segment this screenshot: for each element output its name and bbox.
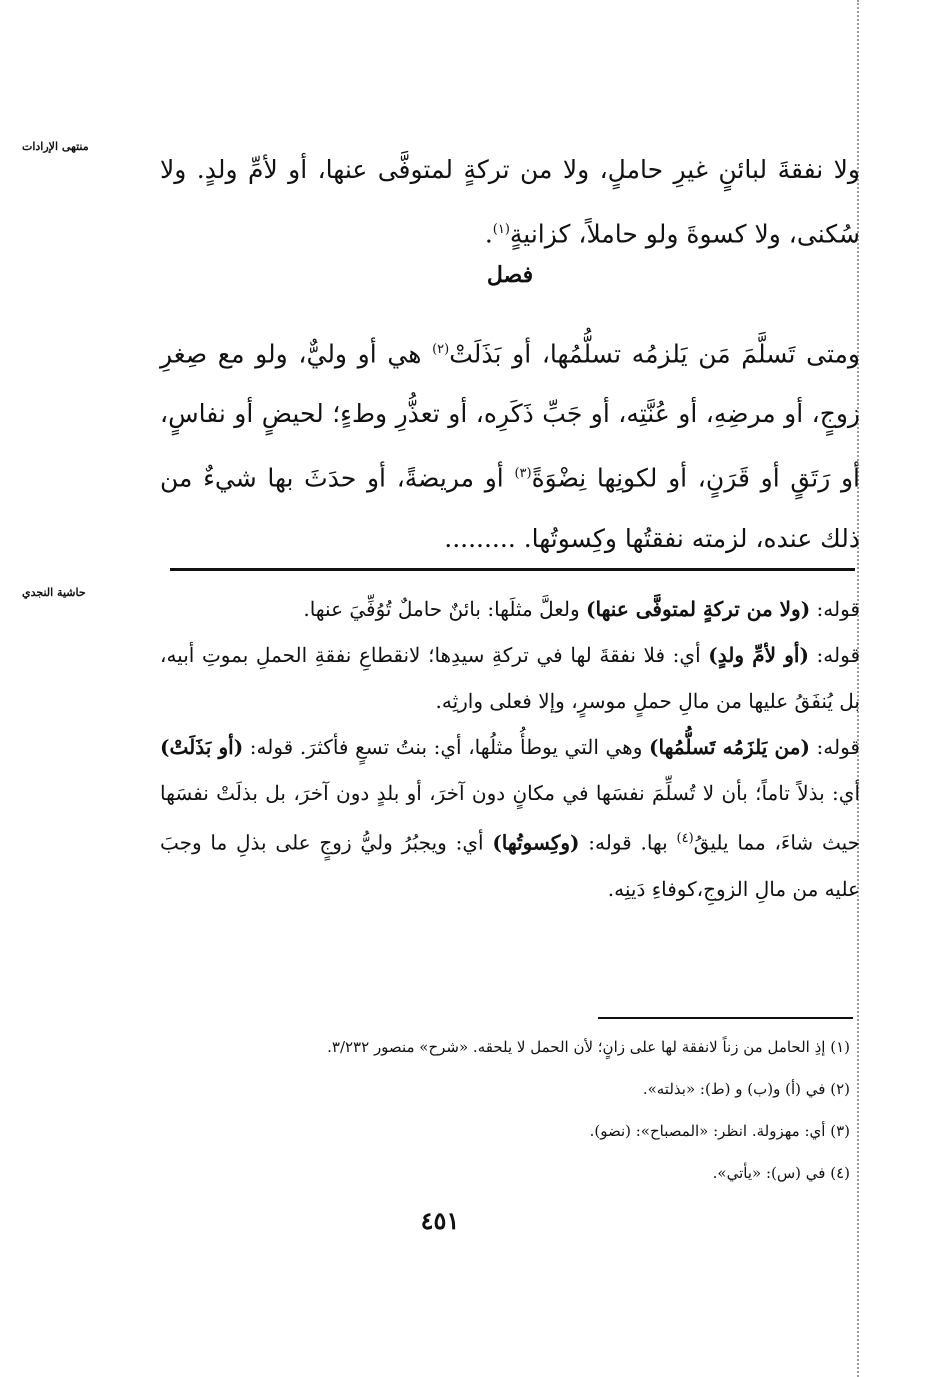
footnote-ref-4: (٤) [676, 831, 694, 846]
footnote-ref-3: (٣) [514, 466, 532, 482]
hashiya-quote: (وكِسوتُها) [492, 830, 580, 855]
matn-paragraph-1 [160, 140, 860, 264]
hashiya-paragraph-2 [160, 632, 860, 724]
hashiya-text: أي: ويجبُرُ وليُّ زوجٍ على بذلِ ما وجبَ عليه من مالِ الزوجِ،كوفاءِ دَينِه. [160, 830, 860, 901]
page-number: ٤٥١ [420, 1206, 460, 1235]
hashiya-label: قوله: [809, 735, 860, 759]
hashiya-quote: (ولا من تركةٍ لمتوفَّى عنها) [586, 597, 811, 621]
matn-text-2b: هي أو وليٌّ، ولو مع صِغرِ زوجٍ، أو مرضِهِ، أو عُنَّتِه، أو جَبِّ ذَكَرِه، أو تعذُّرِ وطءٍ؛ لحيضٍ أو نفاسٍ، أو رَتَقٍ أو قَرَنٍ، أو لكونِها نِضْوَةً [160, 339, 860, 493]
hashiya-quote: (من يَلزَمُه تَسلُّمُها) [649, 735, 810, 759]
footnote-1: (١) إذِ الحامل من زناً لانفقة لها على زانٍ؛ لأن الحمل لا يلحقه. «شرح» منصور ٣/٢٣٢. [327, 1038, 850, 1056]
hashiya-text: وهي التي يوطأُ مثلُها، أي: بنتُ تسعٍ فأكثرَ. قوله: [243, 735, 650, 759]
footnote-ref-2: (٢) [432, 342, 450, 357]
matn-text-1: ولا نفقةَ لبائنٍ غيرِ حاملٍ، ولا من تركةٍ لمتوفَّى عنها، أو لأمِّ ولدٍ. ولا سُكنى، ولا كسوةَ ولو حاملاً، كزانيةٍ [160, 155, 860, 249]
hashiya-text: ولعلَّ مثلَها: بائنٌ حاملٌ تُوُفِّيَ عنها. [303, 597, 587, 621]
hashiya-label: قوله: [808, 643, 861, 667]
side-label-matn: منتهى الإرادات [22, 140, 89, 153]
footnote-2: (٢) في (أ) و(ب) و (ط): «بذلته». [642, 1080, 850, 1098]
side-label-hashiya: حاشية النجدي [22, 586, 86, 599]
hashiya-text: بها. قوله: [579, 830, 677, 855]
hashiya-paragraph-3 [160, 724, 860, 912]
separator-rule [170, 568, 855, 571]
hashiya-text: أي: بذلاً تاماً؛ بأن لا تُسلِّمَ نفسَها في مكانٍ دون آخرَ، أو بلدٍ دون آخرَ، بل بذلَتْ نفسَها حيث شاءَ، مما يليقُ [160, 781, 861, 855]
matn-text-1-end: . [484, 219, 493, 249]
footnote-rule [598, 1017, 853, 1019]
footnote-3: (٣) أي: مهزولة. انظر: «المصباح»: (نضو). [589, 1122, 850, 1140]
footnote-4: (٤) في (س): «يأتي». [712, 1164, 850, 1182]
hashiya-text: أي: فلا نفقةَ لها في تركةِ سيدِها؛ لانقطاعِ نفقةِ الحملِ بموتِ أبيه، بل يُنفَقُ عليها من مالِ حملٍ موسرٍ، وإلا فعلى وارثِه. [160, 643, 860, 713]
section-heading: فصل [486, 262, 534, 288]
footnote-ref-1: (١) [492, 222, 510, 237]
matn-text-2c: أو مريضةً، أو حدَثَ بها شيءٌ من ذلك عنده، لزمته نفقتُها وكِسوتُها. ......... [160, 463, 860, 553]
hashiya-label: قوله: [810, 597, 860, 621]
hashiya-quote: (أو لأمِّ ولدٍ) [708, 643, 809, 667]
hashiya-quote: (أو بَذَلَتْ) [160, 735, 244, 759]
matn-paragraph-2 [160, 320, 860, 569]
matn-text-2a: ومتى تَسلَّمَ مَن يَلزمُه تسلُّمُها، أو بَذَلَتْ [449, 339, 860, 369]
hashiya-paragraph-1 [160, 586, 860, 632]
